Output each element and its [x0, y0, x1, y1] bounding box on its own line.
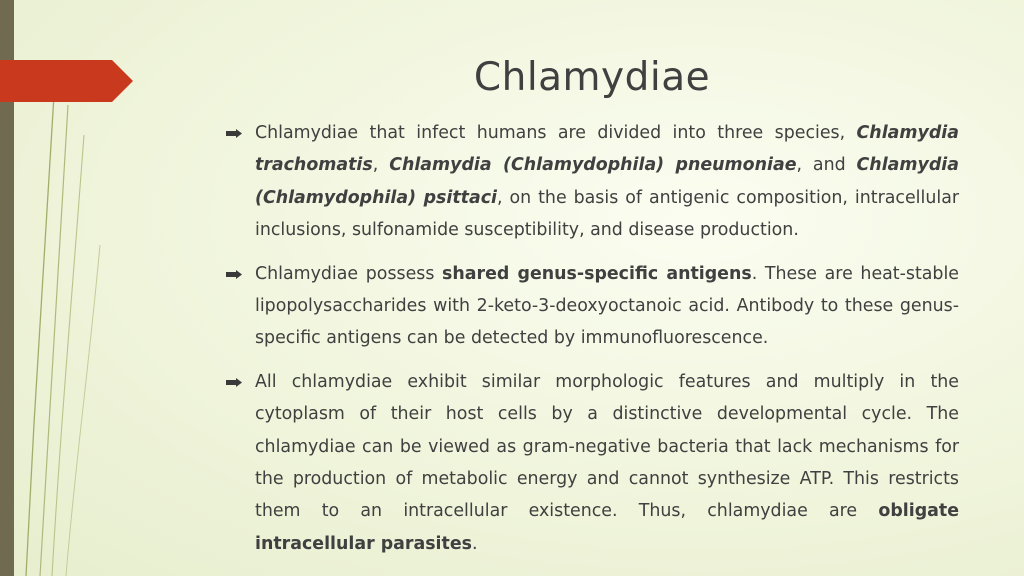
species-name-trachomatis: Chlamydia trachomatis [255, 123, 959, 176]
bold-term-antigens: shared genus-specific antigens [442, 263, 752, 284]
bullet-text: , and [796, 155, 857, 176]
species-name-pneumoniae: Chlamydia (Chlamydophila) pneumoniae [389, 155, 797, 176]
bullet-text: . These are heat-stable lipopolysaccharides with 2-keto-3-deoxyoctanoic acid. Antibody to these genus-specific antigens can be detected by immunofluorescence. [255, 263, 959, 349]
bullet-text: , [372, 155, 390, 176]
bullet-text: . [471, 533, 478, 554]
right-arrow-bullet-icon [226, 378, 242, 387]
bullet-item-antigens [226, 258, 959, 355]
slide-content [226, 117, 959, 571]
bullet-item-species [226, 117, 959, 247]
bullet-text: All chlamydiae exhibit similar morphologic features and multiply in the cytoplasm of their host cells by a distinctive developmental cycle. The chlamydiae can be viewed as gram-negative bacteria that lack mechanisms for the production of metabolic energy and cannot synthesize ATP. This restricts them to an intracellular existence. Thus, chlamydiae are [255, 371, 959, 522]
slide-title: Chlamydiae [473, 55, 711, 100]
species-name-psittaci: Chlamydia (Chlamydophila) psittaci [255, 155, 959, 208]
right-arrow-bullet-icon [226, 129, 242, 138]
bold-term-parasites: obligate intracellular parasites [255, 501, 959, 554]
decorative-lines [14, 95, 104, 576]
bullet-item-morphology [226, 366, 959, 560]
bullet-text: , on the basis of antigenic composition, intracellular inclusions, sulfonamide susceptibility, and disease production. [255, 187, 959, 241]
right-arrow-bullet-icon [226, 270, 242, 279]
bullet-text: Chlamydiae possess [255, 263, 443, 284]
bullet-text: Chlamydiae that infect humans are divided into three species, [255, 123, 857, 143]
